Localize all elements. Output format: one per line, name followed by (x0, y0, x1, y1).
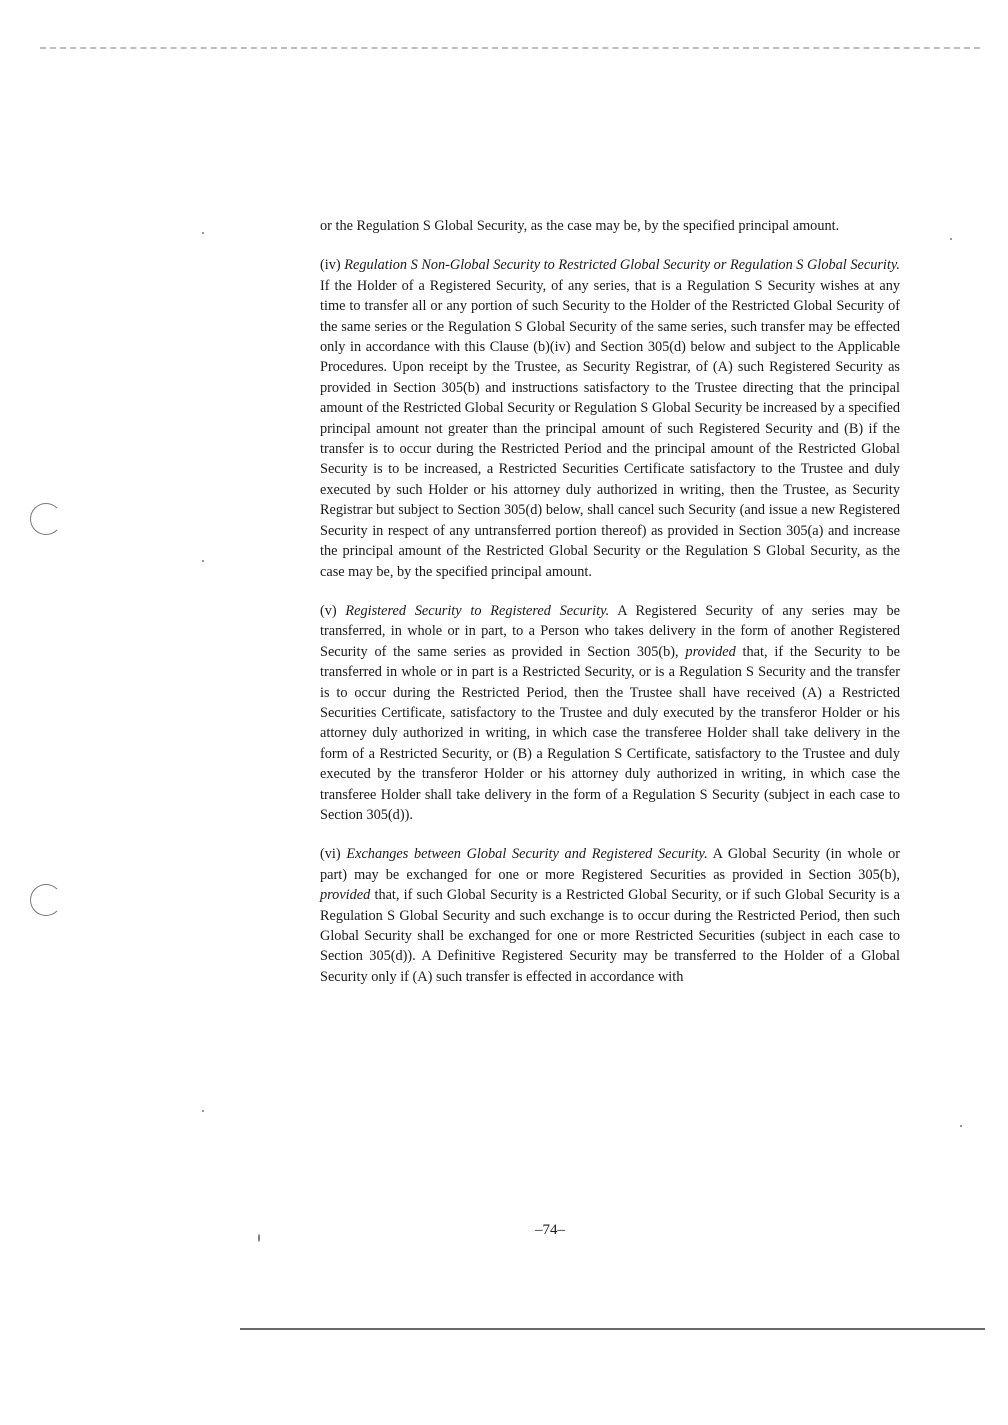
document-body (320, 216, 900, 1006)
section-vi-proviso: provided (320, 887, 371, 904)
section-vi-paragraph (320, 844, 900, 987)
section-vi-label: (vi) (320, 846, 341, 863)
section-v-paragraph (320, 601, 900, 825)
section-vi-heading: Exchanges between Global Security and Registered Security. (346, 846, 708, 863)
section-v-body-after: that, if the Security to be transferred in whole or in part is a Restricted Security, or is a Regulation S Security and the transfer is to occur during the Restricted Period, then the Trustee shall have received (A) a Restricted Securities Certificate, satisfactory to the Trustee and duly executed by the transferor Holder or his attorney duly authorized in writing, in which case the transferee Holder shall take delivery in the form of a Restricted Security, or (B) a Regulation S Certificate, satisfactory to the Trustee and duly executed by the transferor Holder or his attorney duly authorized in writing, in which case the transferee Holder shall take delivery in the form of a Regulation S Security (subject in each case to Section 305(d)). (320, 643, 901, 823)
punch-hole-mark (30, 884, 62, 916)
section-v-body-before: A Registered Security of any series may be transferred, in whole or in part, to a Person who takes delivery in the form of another Registered Security of the same series as provided in Section 305(b), (320, 602, 900, 660)
section-iv-label: (iv) (320, 257, 341, 274)
scan-speck (202, 560, 204, 562)
section-vi-body-after: that, if such Global Security is a Restricted Global Security, or if such Global Security is a Regulation S Global Security and such exchange is to occur during the Restricted Period, then such Global Security shall be exchanged for one or more Restricted Securities (subject in each case to Section 305(d)). A Definitive Registered Security may be transferred to the Holder of a Global Security only if (A) such transfer is effected in accordance with (320, 887, 900, 985)
continuation-paragraph: or the Regulation S Global Security, as the case may be, by the specified principal amount. (320, 218, 840, 234)
punch-hole-mark (30, 503, 62, 535)
section-iv-paragraph (320, 255, 900, 582)
scan-bottom-rule (240, 1328, 985, 1330)
section-v-proviso: provided (685, 643, 736, 660)
section-iv-body: If the Holder of a Registered Security, of any series, that is a Regulation S Security wishes at any time to transfer all or any portion of such Security to the Holder of the Restricted Global Security of the same series or the Regulation S Global Security of the same series, such transfer may be effected only in accordance with this Clause (b)(iv) and Section 305(d) below and subject to the Applicable Procedures. Upon receipt by the Trustee, as Security Registrar, of (A) such Registered Security as provided in Section 305(b) and instructions satisfactory to the Trustee directing that the principal amount of the Restricted Global Security or Regulation S Global Security be increased by a specified principal amount not greater than the principal amount of such Registered Security and (B) if the transfer is to occur during the Restricted Period and the principal amount of the Restricted Global Security is to be increased, a Restricted Securities Certificate satisfactory to the Trustee and duly executed by such Holder or his attorney duly authorized in writing, then the Trustee, as Security Registrar but subject to Section 305(d) below, shall cancel such Security (and issue a new Registered Security in respect of any untransferred portion thereof) as provided in Section 305(a) and increase the principal amount of the Restricted Global Security or the Regulation S Global Security, as the case may be, by the specified principal amount. (320, 277, 900, 580)
section-iv-heading: Regulation S Non-Global Security to Restricted Global Security or Regulation S Global Security. (344, 257, 900, 274)
scan-top-rule (40, 47, 980, 49)
page-number: –74– (535, 1222, 565, 1238)
scan-speck (960, 1125, 962, 1127)
scan-speck (258, 1234, 260, 1242)
scan-speck (950, 238, 952, 240)
scan-speck (202, 232, 204, 234)
section-vi-body-before: A Global Security (in whole or part) may be exchanged for one or more Registered Securities as provided in Section 305(b), (320, 846, 900, 883)
section-v-heading: Registered Security to Registered Security. (345, 602, 610, 619)
section-v-label: (v) (320, 602, 337, 619)
scan-speck (202, 1110, 204, 1112)
